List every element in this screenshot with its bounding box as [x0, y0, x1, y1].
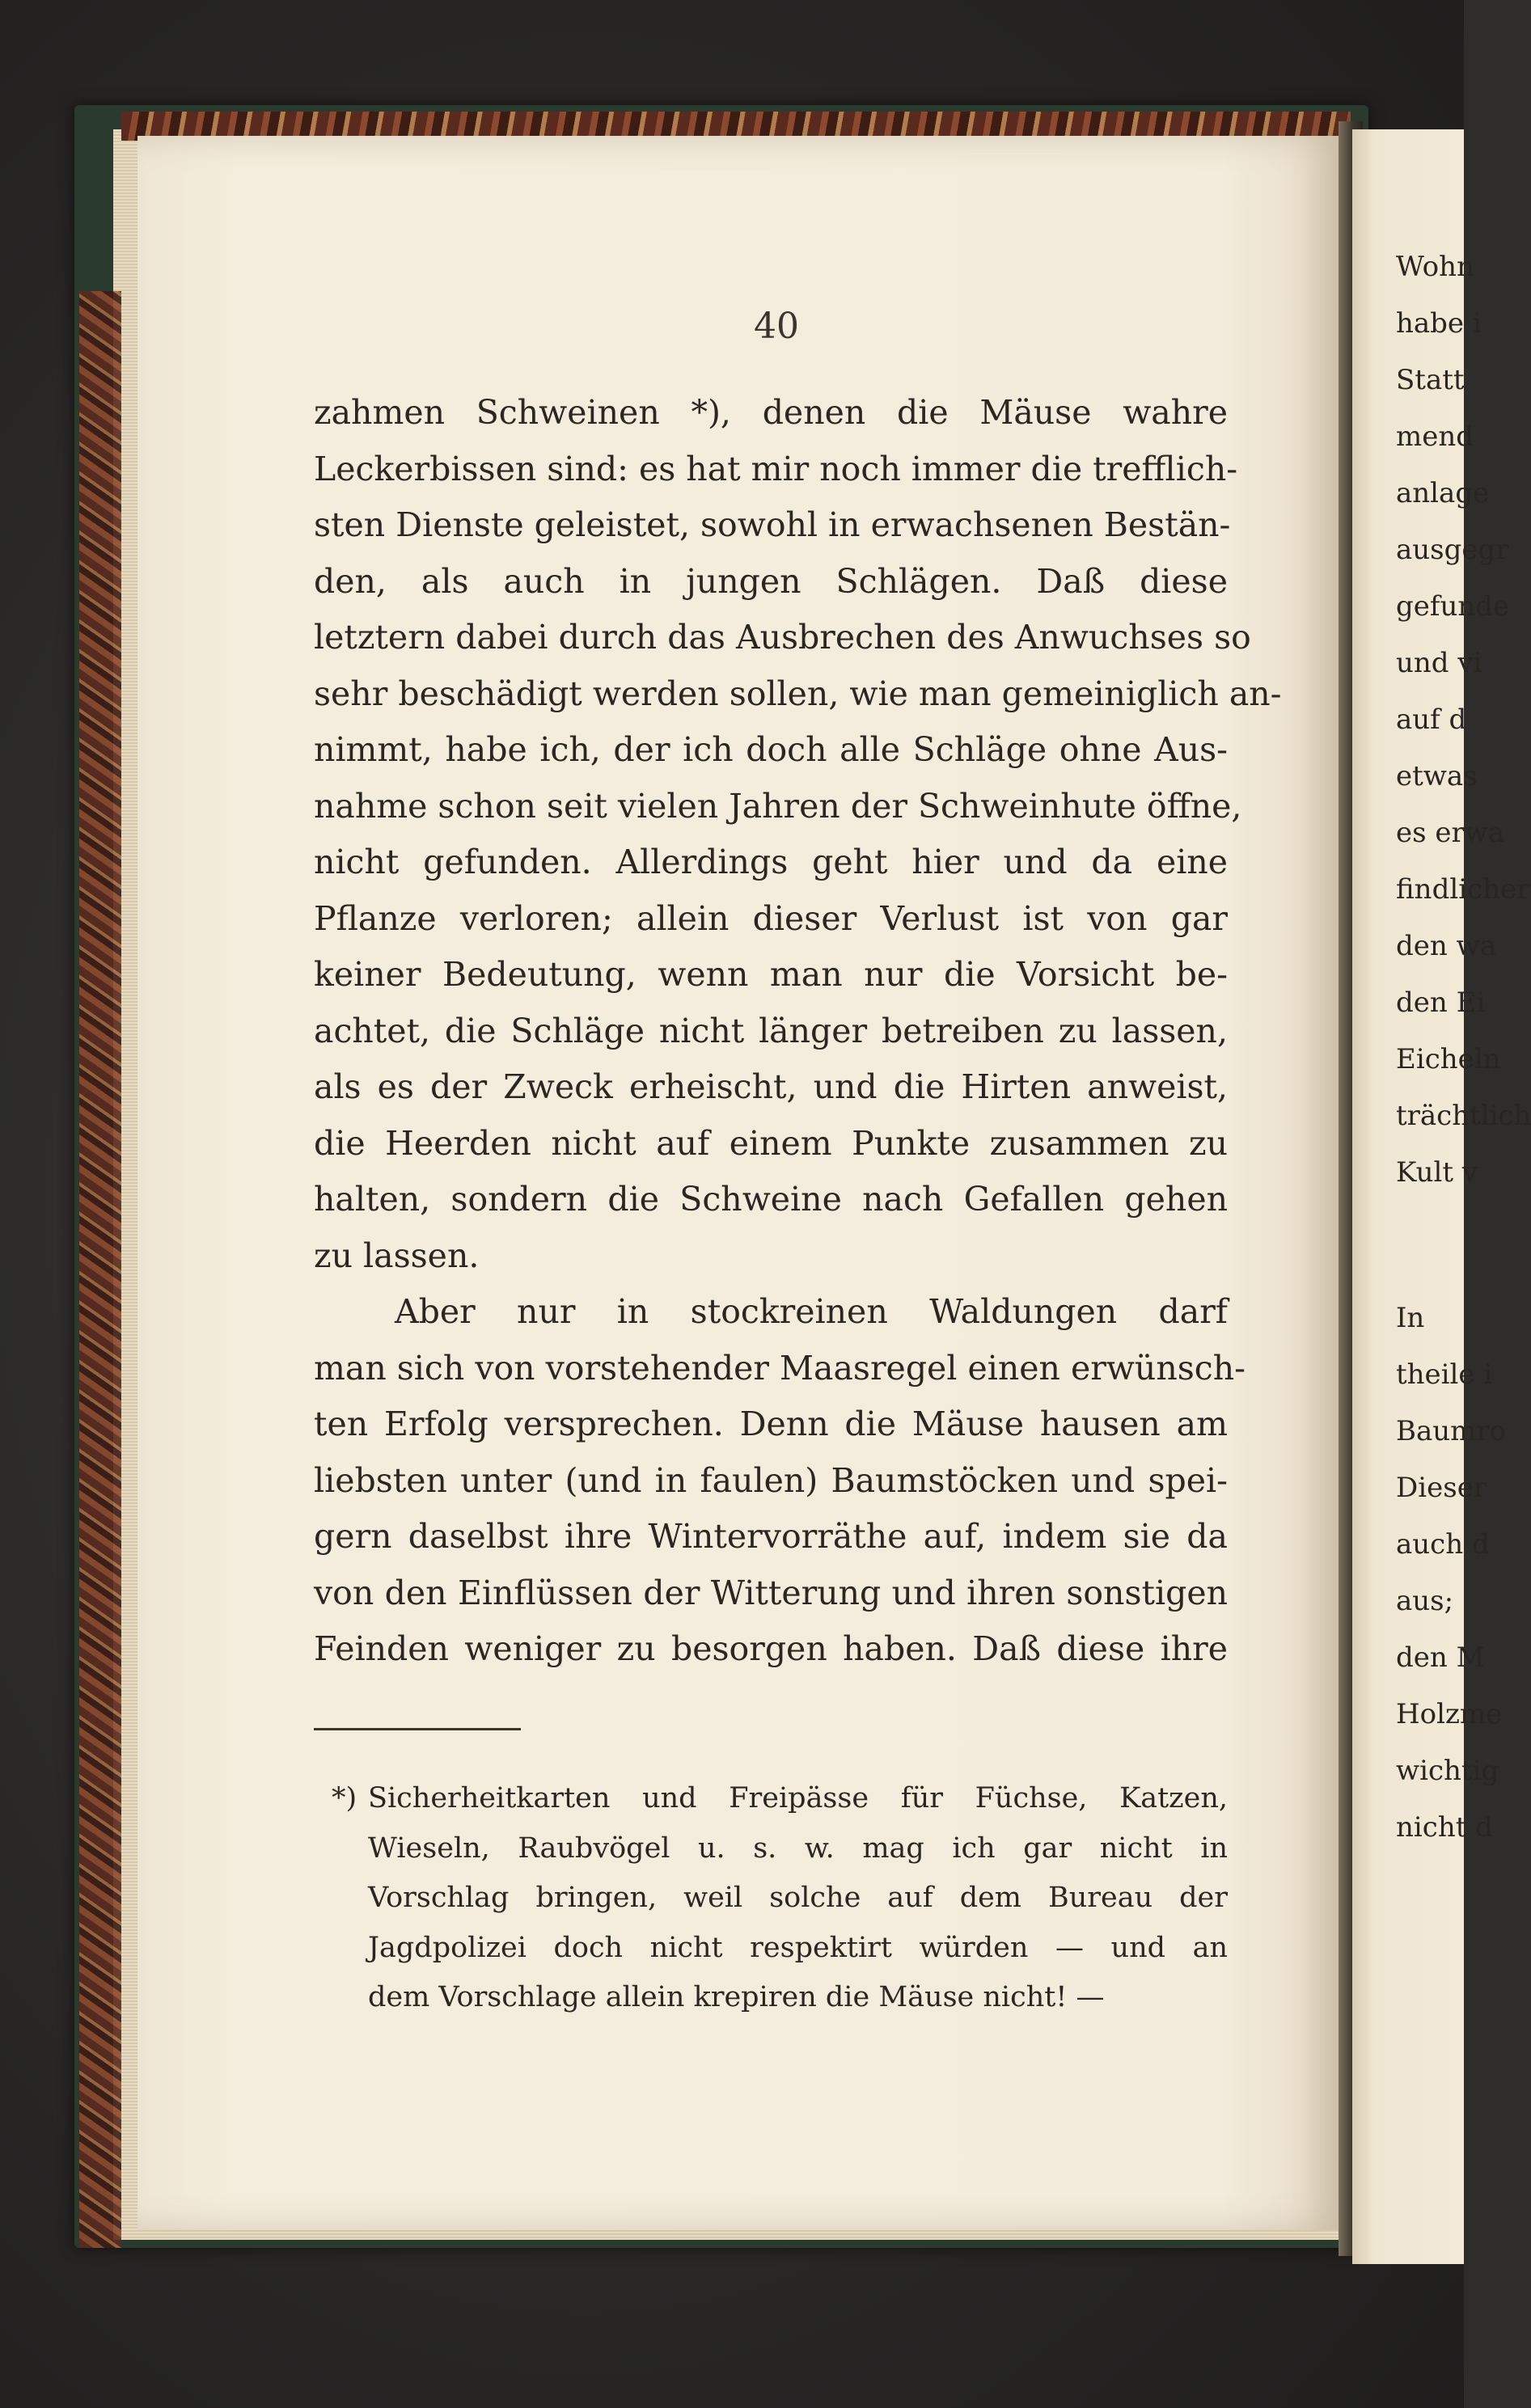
footnote-line: dem Vorschlage allein krepiren die Mäuse nicht! — [368, 1981, 1105, 2013]
next-page-text-fragment: Kult v [1396, 1156, 1478, 1189]
next-page-text-fragment: Statt [1396, 364, 1465, 396]
main-text [314, 385, 1282, 1678]
footnote-line: Jagdpolizei doch nicht respektirt würden — und an [368, 1931, 1228, 1964]
next-page-text-fragment: Eicheln [1396, 1043, 1501, 1075]
next-page-text-fragment: und vi [1396, 647, 1482, 679]
text-line: als es der Zweck erheischt, und die Hirten anweist, [314, 1067, 1228, 1106]
text-line: sten Dienste geleistet, sowohl in erwachsenen Bestän- [314, 505, 1231, 544]
next-page-text-fragment: In [1396, 1302, 1425, 1334]
text-line: von den Einflüssen der Witterung und ihren sonstigen [314, 1573, 1228, 1612]
next-page-text-fragment: nicht d [1396, 1811, 1493, 1844]
next-page-text-fragment: etwas [1396, 760, 1478, 792]
next-page-text-fragment: gefunde [1396, 590, 1510, 623]
next-page-text-fragment: aus; [1396, 1585, 1454, 1617]
next-page-text-fragment: den M [1396, 1641, 1485, 1674]
text-line: Feinden weniger zu besorgen haben. Daß diese ihre [314, 1629, 1228, 1668]
next-page-text-fragment: den wa [1396, 930, 1496, 962]
footnote-line: Wieseln, Raubvögel u. s. w. mag ich gar nicht in [368, 1831, 1228, 1865]
next-page-text-fragment: findlicher [1396, 873, 1530, 906]
text-line: nahme schon seit vielen Jahren der Schweinhute öffne, [314, 786, 1242, 826]
next-page-text-fragment: auch d [1396, 1528, 1490, 1561]
footnote-marker: *) [332, 1782, 357, 1814]
text-line: halten, sondern die Schweine nach Gefallen gehen [314, 1180, 1228, 1219]
text-line: den, als auch in jungen Schlägen. Daß diese [314, 561, 1228, 601]
text-line: zu lassen. [314, 1236, 480, 1275]
text-line: zahmen Schweinen *), denen die Mäuse wahre [314, 393, 1228, 432]
next-page-text-fragment: Dieser [1396, 1472, 1487, 1504]
text-line: sehr beschädigt werden sollen, wie man gemeiniglich an- [314, 674, 1282, 713]
page-number: 40 [754, 306, 799, 347]
next-page-text-fragment: es erwa [1396, 817, 1505, 849]
text-line: die Heerden nicht auf einem Punkte zusammen zu [314, 1123, 1228, 1163]
next-page-text-fragment: Baumro [1396, 1415, 1507, 1447]
text-line: man sich von vorstehender Maasregel einen erwünsch- [314, 1348, 1246, 1388]
text-line: letztern dabei durch das Ausbrechen des Anwuchses so [314, 618, 1251, 657]
text-line: nimmt, habe ich, der ich doch alle Schläge ohne Aus- [314, 730, 1228, 769]
next-page-text-fragment: Wohn [1396, 251, 1474, 283]
next-page-text-fragment: wichtig [1396, 1755, 1499, 1787]
text-line: Pflanze verloren; allein dieser Verlust ist von gar [314, 898, 1228, 938]
next-page-text-fragment: auf d [1396, 703, 1467, 736]
text-line: nicht gefunden. Allerdings geht hier und da eine [314, 843, 1228, 881]
marbled-edge-left [79, 291, 121, 2248]
next-page-text-fragment: ausgegr [1396, 534, 1509, 566]
next-page-text-fragment: anlage [1396, 477, 1490, 509]
footnote-line: Sicherheitkarten und Freipässe für Füchse, Katzen, [368, 1782, 1228, 1814]
text-line: liebsten unter (und in faulen) Baumstöcken und spei- [314, 1460, 1228, 1500]
next-page-text-fragment: trächtlich [1396, 1100, 1531, 1132]
text-line: Aber nur in stockreinen Waldungen darf [395, 1292, 1228, 1331]
text-line: keiner Bedeutung, wenn man nur die Vorsicht be- [314, 955, 1228, 994]
text-line: achtet, die Schläge nicht länger betreiben zu lassen, [314, 1011, 1228, 1050]
next-page-text-fragment: mend [1396, 420, 1474, 453]
next-page-text-fragment: theile i [1396, 1358, 1493, 1391]
text-line: Leckerbissen sind: es hat mir noch immer die trefflich- [314, 449, 1238, 488]
text-line: ten Erfolg versprechen. Denn die Mäuse hausen am [314, 1405, 1228, 1443]
footnote-rule [314, 1728, 521, 1730]
right-page-fragment [1352, 129, 1531, 2264]
next-page-text-fragment: den Ei [1396, 986, 1486, 1019]
footnote-line: Vorschlag bringen, weil solche auf dem Bureau der [368, 1882, 1228, 1914]
next-page-text-fragment: Holzme [1396, 1698, 1503, 1730]
footnote [332, 1774, 1228, 2023]
next-page-text-fragment: habe i [1396, 307, 1482, 340]
text-line: gern daselbst ihre Wintervorräthe auf, indem sie da [314, 1517, 1228, 1556]
